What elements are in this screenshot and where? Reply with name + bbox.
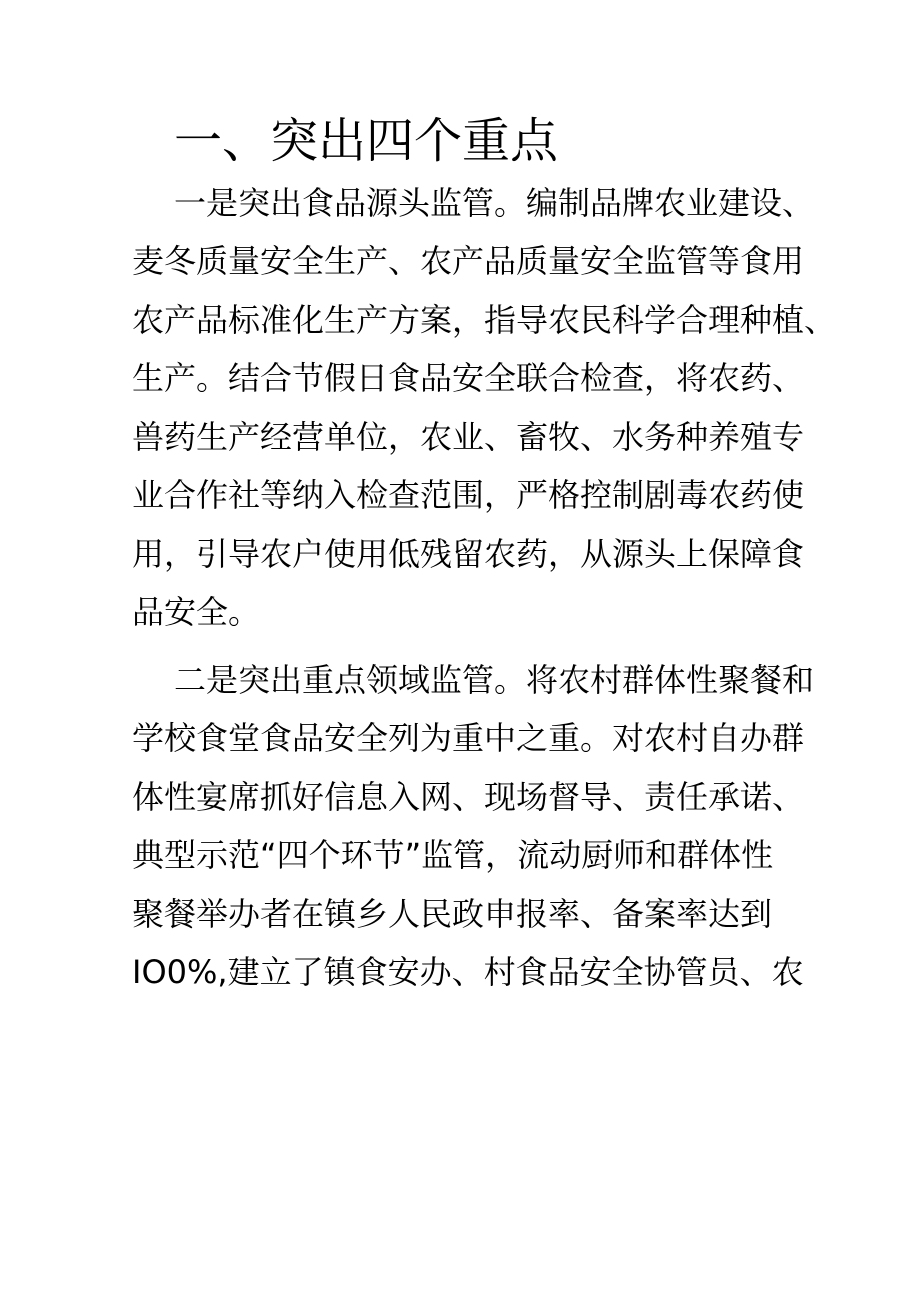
paragraph-line: 用，引导农户使用低残留农药，从源头上保障食 (132, 534, 805, 573)
paragraph-line: 兽药生产经营单位，农业、畜牧、水务种养殖专 (132, 417, 805, 456)
paragraph-line: 一是突出食品源头监管。编制品牌农业建设、 (174, 183, 815, 222)
paragraph-line: 生产。结合节假日食品安全联合检查，将农药、 (132, 359, 805, 397)
paragraph-line: 聚餐举办者在镇乡人民政申报率、备案率达到 (132, 894, 773, 933)
paragraph-food-source (132, 174, 837, 642)
paragraph-key-areas (132, 651, 815, 1002)
paragraph-line: 二是突出重点领域监管。将农村群体性聚餐和 (174, 660, 815, 699)
section-heading: 一、突出四个重点 (174, 113, 559, 169)
paragraph-line: 学校食堂食品安全列为重中之重。对农村自办群 (132, 719, 805, 757)
document-body (132, 112, 837, 1002)
paragraph-line: 麦冬质量安全生产、农产品质量安全监管等食用 (132, 242, 805, 280)
paragraph-line: 农产品标准化生产方案，指导农民科学合理种植、 (132, 300, 837, 339)
paragraph-line: 典型示范“四个环节”监管，流动厨师和群体性 (132, 836, 774, 874)
paragraph-line: 业合作社等纳入检查范围，严格控制剧毒农药使 (132, 476, 805, 514)
paragraph-line: IO0%,建立了镇食安办、村食品安全协管员、农 (132, 953, 804, 991)
paragraph-line: 品安全。 (132, 593, 261, 631)
paragraph-line: 体性宴席抓好信息入网、现场督导、责任承诺、 (132, 777, 805, 816)
